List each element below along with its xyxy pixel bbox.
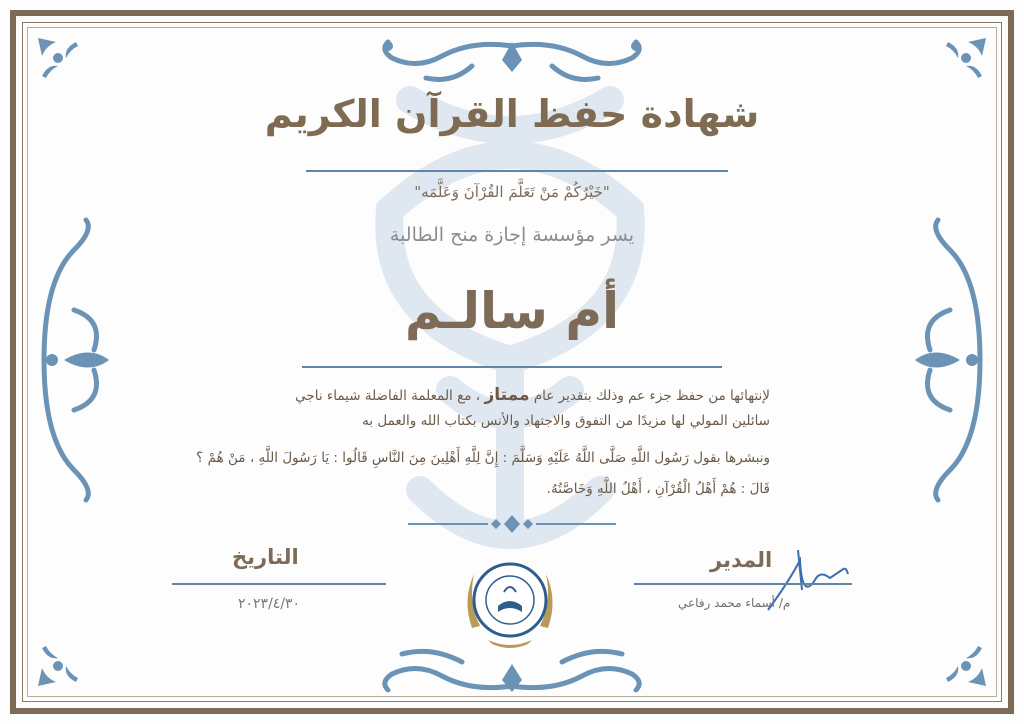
grade: ممتاز	[484, 385, 530, 405]
director-line	[634, 583, 852, 585]
title-divider	[306, 170, 728, 172]
recipient-name: أم سالـم	[404, 282, 620, 340]
institution-seal-logo	[458, 548, 562, 652]
name-divider	[302, 366, 722, 368]
body-line-1-start: لإنتهائها من حفظ جزء عم وذلك بتقدير عام	[533, 388, 770, 404]
right-side-ornament	[910, 210, 990, 510]
top-scroll-ornament	[362, 36, 662, 92]
director-name: م/ أسماء محمد رفاعي	[678, 596, 791, 610]
corner-ornament-bottom-left	[36, 644, 80, 688]
certificate-title: شهادة حفظ القرآن الكريم	[264, 92, 760, 136]
body-divider-ornament	[408, 512, 616, 536]
corner-ornament-top-left	[36, 36, 80, 80]
date-label: التاريخ	[232, 545, 299, 569]
sponsor-text: يسر مؤسسة إجازة منح الطالبة	[389, 224, 635, 246]
date-value: ٢٠٢٣/٤/٣٠	[238, 596, 301, 612]
body-line-4: قَالَ : هُمْ أَهْلُ الْقُرْآنِ ، أَهْلُ اللَّهِ وَخَاصَّتُهُ.	[546, 481, 770, 497]
left-side-ornament	[34, 210, 114, 510]
date-line	[172, 583, 386, 585]
body-line-1	[210, 385, 770, 405]
director-label: المدير	[710, 548, 773, 572]
body-line-1-end: ، مع المعلمة الفاضلة شيماء ناجي	[295, 388, 481, 404]
body-line-3: ونبشرها بقول رَسُول اللَّهِ صَلَّى اللَّهُ عَلَيْهِ وَسَلَّمَ : إِنَّ لِلَّهِ أَهْلِينَ مِنَ النَّاسِ قَالُوا : يَا رَسُولَ اللَّهِ ، مَنْ هُمْ ؟	[196, 450, 770, 466]
corner-ornament-top-right	[944, 36, 988, 80]
hadith-quote: "خَيْرُكُمْ مَنْ تَعَلَّمَ القُرْآنَ وَعَلَّمَه"	[414, 183, 610, 201]
body-line-2: سائلين المولي لها مزيدًا من التفوق والاجتهاد والأنس بكتاب الله والعمل به	[362, 413, 770, 429]
corner-ornament-bottom-right	[944, 644, 988, 688]
